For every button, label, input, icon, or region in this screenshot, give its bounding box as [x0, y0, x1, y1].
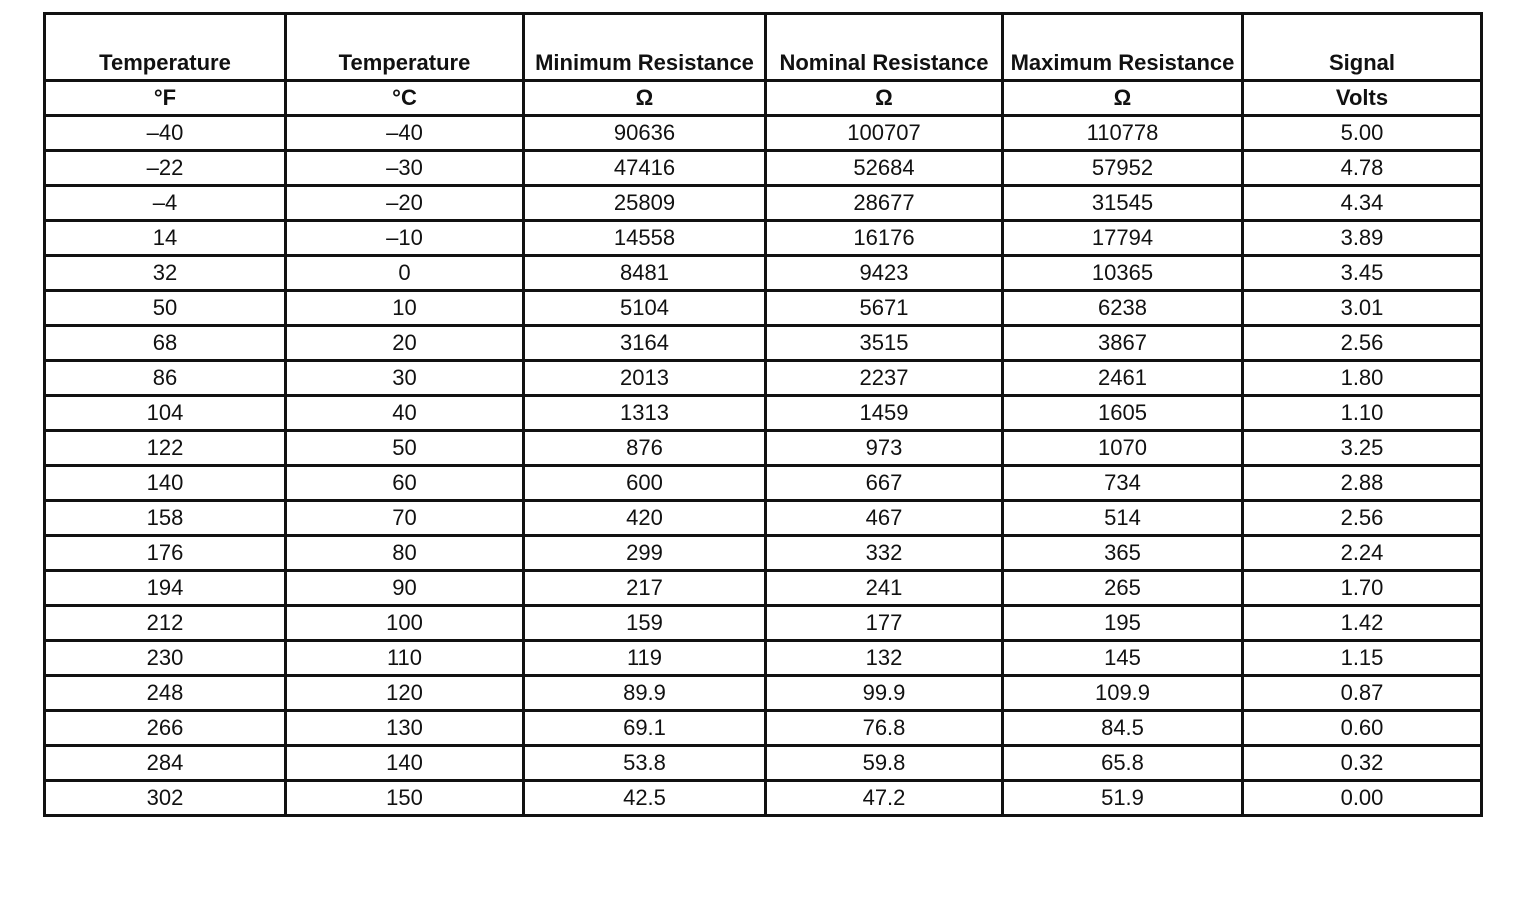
cell-signal-volts: 3.25	[1243, 431, 1482, 466]
cell-max-resistance: 3867	[1003, 326, 1243, 361]
table-row	[45, 256, 1482, 291]
table-row	[45, 466, 1482, 501]
cell-min-resistance: 1313	[524, 396, 766, 431]
cell-nominal-resistance: 100707	[766, 116, 1003, 151]
cell-max-resistance: 1070	[1003, 431, 1243, 466]
cell-max-resistance: 195	[1003, 606, 1243, 641]
cell-min-resistance: 89.9	[524, 676, 766, 711]
cell-min-resistance: 420	[524, 501, 766, 536]
unit-ohm: Ω	[766, 81, 1003, 116]
cell-signal-volts: 1.10	[1243, 396, 1482, 431]
cell-signal-volts: 3.01	[1243, 291, 1482, 326]
cell-min-resistance: 299	[524, 536, 766, 571]
header-row	[45, 14, 1482, 81]
cell-temp-f: 32	[45, 256, 286, 291]
unit-fahrenheit: °F	[45, 81, 286, 116]
cell-max-resistance: 2461	[1003, 361, 1243, 396]
cell-signal-volts: 2.56	[1243, 326, 1482, 361]
cell-signal-volts: 1.42	[1243, 606, 1482, 641]
cell-min-resistance: 42.5	[524, 781, 766, 816]
table-row	[45, 431, 1482, 466]
cell-signal-volts: 2.88	[1243, 466, 1482, 501]
cell-temp-c: –40	[286, 116, 524, 151]
cell-temp-c: 50	[286, 431, 524, 466]
unit-volts: Volts	[1243, 81, 1482, 116]
cell-min-resistance: 53.8	[524, 746, 766, 781]
cell-temp-f: 230	[45, 641, 286, 676]
resistance-table	[43, 12, 1483, 817]
cell-temp-f: 104	[45, 396, 286, 431]
table-row	[45, 676, 1482, 711]
cell-signal-volts: 1.15	[1243, 641, 1482, 676]
table-row	[45, 186, 1482, 221]
cell-signal-volts: 1.70	[1243, 571, 1482, 606]
cell-min-resistance: 47416	[524, 151, 766, 186]
cell-max-resistance: 265	[1003, 571, 1243, 606]
unit-ohm: Ω	[524, 81, 766, 116]
cell-min-resistance: 600	[524, 466, 766, 501]
cell-temp-f: 266	[45, 711, 286, 746]
cell-temp-f: 14	[45, 221, 286, 256]
cell-min-resistance: 8481	[524, 256, 766, 291]
cell-max-resistance: 84.5	[1003, 711, 1243, 746]
table-row	[45, 116, 1482, 151]
cell-max-resistance: 17794	[1003, 221, 1243, 256]
cell-temp-f: 68	[45, 326, 286, 361]
cell-min-resistance: 25809	[524, 186, 766, 221]
cell-temp-c: 10	[286, 291, 524, 326]
cell-min-resistance: 217	[524, 571, 766, 606]
cell-temp-f: 158	[45, 501, 286, 536]
cell-max-resistance: 31545	[1003, 186, 1243, 221]
table-row	[45, 396, 1482, 431]
cell-temp-c: –10	[286, 221, 524, 256]
cell-max-resistance: 734	[1003, 466, 1243, 501]
cell-temp-f: 140	[45, 466, 286, 501]
cell-temp-c: 0	[286, 256, 524, 291]
cell-signal-volts: 3.89	[1243, 221, 1482, 256]
cell-nominal-resistance: 16176	[766, 221, 1003, 256]
cell-signal-volts: 0.00	[1243, 781, 1482, 816]
table-row	[45, 641, 1482, 676]
table-row	[45, 781, 1482, 816]
cell-nominal-resistance: 52684	[766, 151, 1003, 186]
cell-temp-f: 50	[45, 291, 286, 326]
cell-temp-c: 140	[286, 746, 524, 781]
cell-min-resistance: 876	[524, 431, 766, 466]
cell-nominal-resistance: 5671	[766, 291, 1003, 326]
cell-temp-c: 110	[286, 641, 524, 676]
cell-signal-volts: 5.00	[1243, 116, 1482, 151]
cell-min-resistance: 2013	[524, 361, 766, 396]
cell-nominal-resistance: 9423	[766, 256, 1003, 291]
table-row	[45, 151, 1482, 186]
cell-signal-volts: 2.24	[1243, 536, 1482, 571]
cell-max-resistance: 145	[1003, 641, 1243, 676]
cell-max-resistance: 6238	[1003, 291, 1243, 326]
cell-temp-f: 194	[45, 571, 286, 606]
cell-temp-f: 176	[45, 536, 286, 571]
cell-temp-c: –30	[286, 151, 524, 186]
cell-max-resistance: 109.9	[1003, 676, 1243, 711]
cell-signal-volts: 4.78	[1243, 151, 1482, 186]
cell-max-resistance: 1605	[1003, 396, 1243, 431]
cell-temp-c: 150	[286, 781, 524, 816]
cell-temp-c: 40	[286, 396, 524, 431]
header-nominal-resistance: Nominal Resistance	[766, 14, 1003, 81]
header-temperature-f: Temperature	[45, 14, 286, 81]
cell-signal-volts: 2.56	[1243, 501, 1482, 536]
cell-temp-c: 80	[286, 536, 524, 571]
cell-max-resistance: 365	[1003, 536, 1243, 571]
cell-min-resistance: 119	[524, 641, 766, 676]
cell-temp-c: 90	[286, 571, 524, 606]
header-signal: Signal	[1243, 14, 1482, 81]
cell-temp-c: –20	[286, 186, 524, 221]
units-row	[45, 81, 1482, 116]
cell-temp-c: 60	[286, 466, 524, 501]
table-row	[45, 746, 1482, 781]
cell-nominal-resistance: 2237	[766, 361, 1003, 396]
cell-nominal-resistance: 332	[766, 536, 1003, 571]
cell-max-resistance: 65.8	[1003, 746, 1243, 781]
cell-signal-volts: 4.34	[1243, 186, 1482, 221]
cell-signal-volts: 0.60	[1243, 711, 1482, 746]
table-row	[45, 501, 1482, 536]
cell-nominal-resistance: 28677	[766, 186, 1003, 221]
cell-temp-f: 284	[45, 746, 286, 781]
cell-temp-c: 100	[286, 606, 524, 641]
cell-nominal-resistance: 241	[766, 571, 1003, 606]
cell-min-resistance: 159	[524, 606, 766, 641]
cell-temp-f: –4	[45, 186, 286, 221]
cell-max-resistance: 514	[1003, 501, 1243, 536]
cell-temp-f: –40	[45, 116, 286, 151]
cell-temp-c: 130	[286, 711, 524, 746]
cell-nominal-resistance: 1459	[766, 396, 1003, 431]
cell-min-resistance: 5104	[524, 291, 766, 326]
cell-nominal-resistance: 3515	[766, 326, 1003, 361]
header-temperature-c: Temperature	[286, 14, 524, 81]
cell-temp-f: 122	[45, 431, 286, 466]
table-row	[45, 361, 1482, 396]
cell-temp-f: 86	[45, 361, 286, 396]
header-maximum-resistance: Maximum Resistance	[1003, 14, 1243, 81]
table-row	[45, 606, 1482, 641]
cell-temp-f: –22	[45, 151, 286, 186]
cell-nominal-resistance: 59.8	[766, 746, 1003, 781]
cell-temp-c: 20	[286, 326, 524, 361]
cell-nominal-resistance: 99.9	[766, 676, 1003, 711]
cell-signal-volts: 0.32	[1243, 746, 1482, 781]
cell-max-resistance: 10365	[1003, 256, 1243, 291]
cell-nominal-resistance: 47.2	[766, 781, 1003, 816]
table-row	[45, 326, 1482, 361]
cell-nominal-resistance: 76.8	[766, 711, 1003, 746]
cell-min-resistance: 69.1	[524, 711, 766, 746]
cell-max-resistance: 57952	[1003, 151, 1243, 186]
cell-nominal-resistance: 973	[766, 431, 1003, 466]
cell-temp-f: 212	[45, 606, 286, 641]
cell-min-resistance: 90636	[524, 116, 766, 151]
cell-nominal-resistance: 177	[766, 606, 1003, 641]
cell-temp-c: 70	[286, 501, 524, 536]
table-row	[45, 221, 1482, 256]
cell-max-resistance: 51.9	[1003, 781, 1243, 816]
cell-temp-c: 30	[286, 361, 524, 396]
table-row	[45, 291, 1482, 326]
cell-signal-volts: 1.80	[1243, 361, 1482, 396]
table-row	[45, 711, 1482, 746]
cell-min-resistance: 14558	[524, 221, 766, 256]
cell-temp-c: 120	[286, 676, 524, 711]
unit-celsius: °C	[286, 81, 524, 116]
header-minimum-resistance: Minimum Resistance	[524, 14, 766, 81]
cell-min-resistance: 3164	[524, 326, 766, 361]
unit-ohm: Ω	[1003, 81, 1243, 116]
cell-nominal-resistance: 132	[766, 641, 1003, 676]
table-row	[45, 571, 1482, 606]
cell-max-resistance: 110778	[1003, 116, 1243, 151]
cell-temp-f: 302	[45, 781, 286, 816]
cell-nominal-resistance: 667	[766, 466, 1003, 501]
table-row	[45, 536, 1482, 571]
cell-temp-f: 248	[45, 676, 286, 711]
cell-signal-volts: 0.87	[1243, 676, 1482, 711]
cell-nominal-resistance: 467	[766, 501, 1003, 536]
cell-signal-volts: 3.45	[1243, 256, 1482, 291]
